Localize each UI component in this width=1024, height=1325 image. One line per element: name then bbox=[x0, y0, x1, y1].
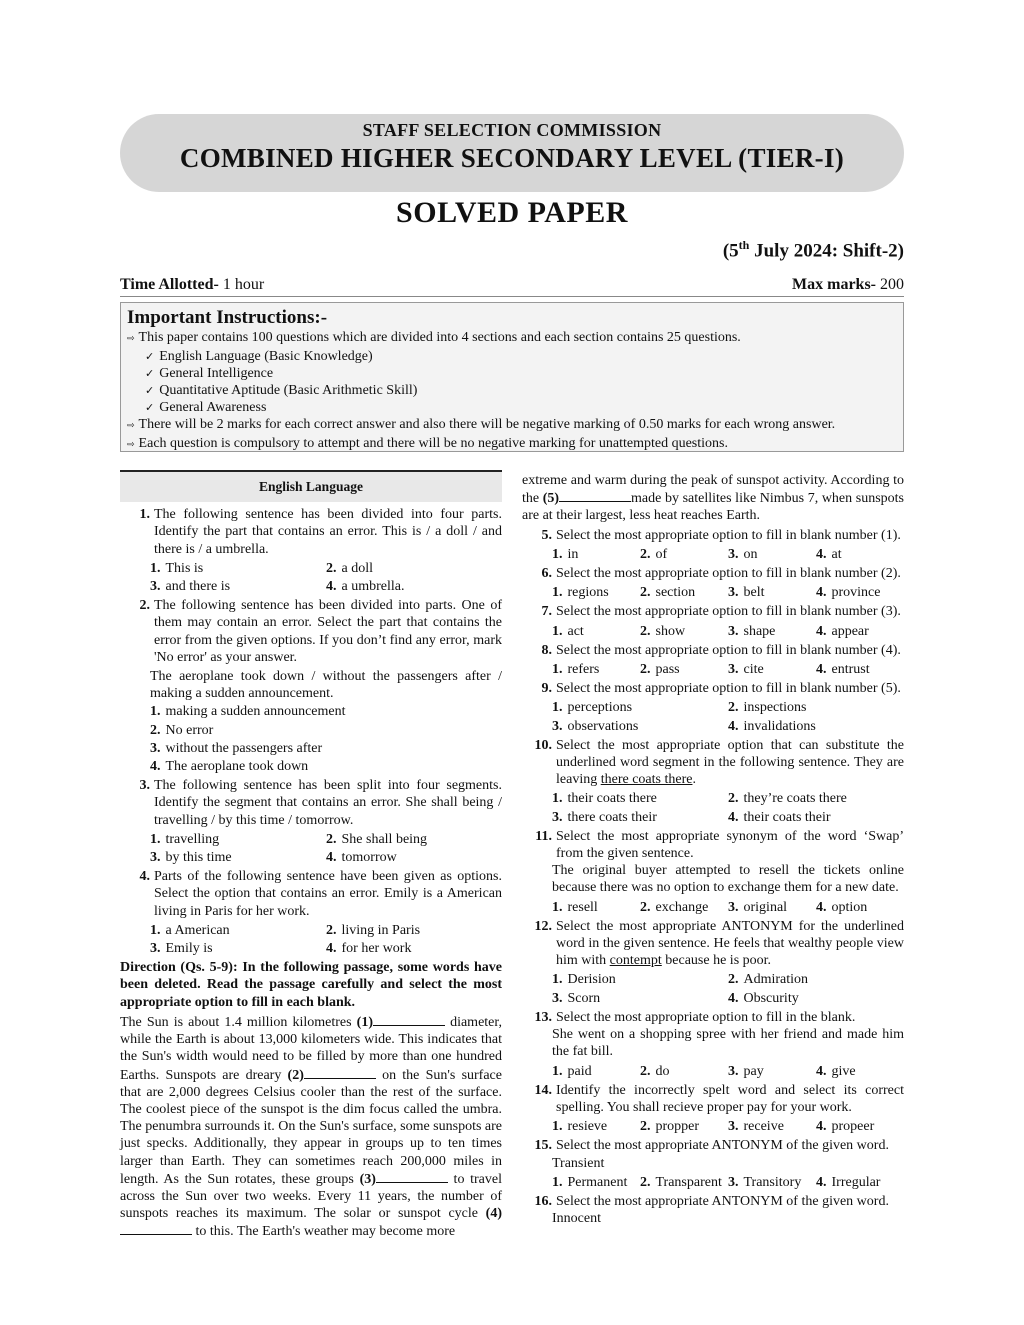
option: 1. paid bbox=[552, 1063, 592, 1079]
option: 2. pass bbox=[640, 662, 680, 678]
option: 4. The aeroplane took down bbox=[150, 759, 309, 775]
option: 3. without the passengers after bbox=[150, 740, 323, 756]
option: 2. section bbox=[640, 585, 696, 601]
option: 4. at bbox=[816, 546, 842, 562]
option: 2. Admiration bbox=[728, 972, 809, 988]
question-8: 8. Select the most appropriate option to fill in blank number (4). bbox=[541, 642, 901, 658]
options bbox=[552, 623, 904, 640]
option: 2. propper bbox=[640, 1119, 700, 1135]
option: 3. there coats their bbox=[552, 809, 657, 825]
option: 2. do bbox=[640, 1063, 670, 1079]
options bbox=[552, 971, 904, 1006]
option: 3. Scorn bbox=[552, 990, 601, 1006]
section-item: ✓ English Language (Basic Knowledge) bbox=[145, 349, 373, 364]
question-16: 16. Select the most appropriate ANTONYM of the given word. bbox=[534, 1193, 889, 1209]
option: 1. their coats there bbox=[552, 791, 657, 807]
question-sentence: The original buyer attempted to resell the tickets online because there was no option to exchange them for a new date. bbox=[552, 863, 904, 896]
options bbox=[552, 546, 904, 563]
option: 4. province bbox=[816, 585, 881, 601]
question-14: 14. Identify the incorrectly spelt word and select its correct spelling. You shall recieve proper pay for your work. bbox=[534, 1082, 904, 1115]
option: 1. resell bbox=[552, 899, 598, 915]
section-item: ✓ General Awareness bbox=[145, 400, 267, 415]
right-column bbox=[522, 470, 904, 1227]
options bbox=[552, 584, 904, 601]
instruction-line: ⇨ This paper contains 100 questions which are divided into 4 sections and each section contains 25 questions. bbox=[127, 330, 741, 345]
option: 3. on bbox=[728, 546, 758, 562]
direction-text: Direction (Qs. 5-9): In the following passage, some words have been deleted. Read the passage carefully and select the most appropriate option to fill in each blank. bbox=[120, 960, 502, 1010]
exam-title: COMBINED HIGHER SECONDARY LEVEL (TIER-I) bbox=[179, 143, 845, 173]
question-2-sentence: The aeroplane took down / without the passengers after / making a sudden announcement. bbox=[150, 669, 502, 702]
options bbox=[552, 1174, 904, 1191]
option: 3. belt bbox=[728, 585, 765, 601]
option: 1. regions bbox=[552, 585, 609, 601]
question-15: 15. Select the most appropriate ANTONYM of the given word. bbox=[534, 1138, 889, 1154]
question-9: 9. Select the most appropriate option to fill in blank number (5). bbox=[541, 681, 901, 697]
blank-line bbox=[304, 1066, 376, 1079]
arrow-icon: ⇨ bbox=[127, 421, 135, 431]
option: 1. making a sudden announcement bbox=[150, 704, 346, 720]
left-column bbox=[120, 470, 502, 1241]
option: 2. inspections bbox=[728, 700, 807, 716]
option: 2. Transparent bbox=[640, 1174, 722, 1190]
question-2: 2. The following sentence has been divided into parts. One of them may contain an error. Select the part that contains the error from the given options. If you don’t find any error, mark 'No error' as your answer. bbox=[139, 598, 502, 665]
option: 4. give bbox=[816, 1063, 856, 1079]
option: 1. in bbox=[552, 546, 579, 562]
option: 4. appear bbox=[816, 623, 869, 639]
passage-continued: extreme and warm during the peak of sunspot activity. According to the (5) made by satellites like Nimbus 7, when sunspots are at their largest, less heat reaches Earth. bbox=[522, 473, 904, 524]
blank-line bbox=[559, 489, 631, 502]
option: 1. act bbox=[552, 623, 584, 639]
time-allotted: Time Allotted- 1 hour bbox=[120, 276, 265, 293]
option: 4. their coats their bbox=[728, 809, 831, 825]
question-sentence: Innocent bbox=[552, 1211, 601, 1227]
section-item: ✓ Quantitative Aptitude (Basic Arithmetic Skill) bbox=[145, 383, 418, 398]
question-10: 10. Select the most appropriate option that can substitute the underlined word segment in the following sentence. They are leaving there coats there. bbox=[534, 737, 904, 788]
question-1: 1. The following sentence has been divided into four parts. Identify the part that contains an error. This is / a doll / and there is / a umbrella. bbox=[139, 507, 502, 557]
question-4: 4. Parts of the following sentence have been given as options. Select the option that contains an error. Emily is a American living in Paris for her work. bbox=[139, 869, 502, 919]
arrow-icon: ⇨ bbox=[127, 334, 135, 344]
instructions-box bbox=[120, 302, 904, 452]
check-icon: ✓ bbox=[145, 384, 155, 397]
option: 3. pay bbox=[728, 1063, 764, 1079]
instructions-heading: Important Instructions:- bbox=[127, 307, 328, 328]
option: 2. show bbox=[640, 623, 686, 639]
instruction-line: ⇨ There will be 2 marks for each correct answer and also there will be negative marking of 0.50 marks for each wrong answer. bbox=[127, 417, 836, 432]
arrow-icon: ⇨ bbox=[127, 440, 135, 450]
blank-line bbox=[120, 1222, 192, 1235]
question-6: 6. Select the most appropriate option to fill in blank number (2). bbox=[541, 566, 901, 582]
question-11: 11. Select the most appropriate synonym of the word ‘Swap’ from the given sentence. bbox=[535, 828, 904, 862]
max-marks: Max marks- 200 bbox=[792, 276, 904, 293]
option: 4. Obscurity bbox=[728, 990, 799, 1006]
option: 3. receive bbox=[728, 1119, 784, 1135]
option: 4. option bbox=[816, 899, 868, 915]
question-13: 13. Select the most appropriate option to fill in the blank. bbox=[534, 1009, 856, 1025]
options bbox=[552, 661, 904, 678]
question-12: 12. Select the most appropriate ANTONYM for the underlined word in the given sentence. He feels that wealthy people view him with contempt because he is poor. bbox=[534, 918, 904, 969]
option: 4. propeer bbox=[816, 1119, 875, 1135]
option: 2. No error bbox=[150, 722, 214, 738]
option: 3. cite bbox=[728, 662, 764, 678]
option: 1. resieve bbox=[552, 1119, 608, 1135]
option: 4. Irregular bbox=[816, 1174, 881, 1190]
question-3: 3. The following sentence has been split into four segments. Identify the segment that contains an error. She shall being / travelling / by this time / tomorrow. bbox=[139, 778, 502, 828]
check-icon: ✓ bbox=[145, 401, 155, 414]
option: 4. entrust bbox=[816, 662, 870, 678]
question-7: 7. Select the most appropriate option to fill in blank number (3). bbox=[541, 604, 901, 620]
option: 1. refers bbox=[552, 662, 600, 678]
exam-date: (5th July 2024: Shift-2) bbox=[722, 238, 904, 262]
time-marks-bar bbox=[120, 274, 904, 297]
option: 1. Derision bbox=[552, 972, 616, 988]
options bbox=[552, 1063, 904, 1080]
options-q3: 1. travelling 2. She shall being 3. by this time 4. tomorrow bbox=[150, 831, 428, 866]
option: 3. observations bbox=[552, 718, 639, 734]
check-icon: ✓ bbox=[145, 350, 155, 363]
option: 1. perceptions bbox=[552, 700, 633, 716]
section-heading: English Language bbox=[120, 470, 502, 502]
passage: The Sun is about 1.4 million kilometres (1) diameter, while the Earth is about 13,000 kilometers wide. This indicates that the Sun's width would need to be filled by more than one hundred Earths. Sunspots are dreary (2) on the Sun's surface that are 2,000 degrees Celsius cooler than the rest of the surface. The coolest piece of the sunspot is the dim focus called the umbra. The penumbra surrounds it. On the Sun's surface, some sunspots are just specks. Additionally, they appear in groups up to ten times larger than Earth. They can sometimes reach 200,000 miles in length. As the Sun rotates, these groups (3) to travel across the Sun over two weeks. Every 11 years, the number of sunspots reaches its maximum. The solar or sunspot cycle (4) to this. The Earth's weather may become more bbox=[120, 1014, 503, 1240]
options-q1: 1. This is 2. a doll 3. and there is 4. a umbrella. bbox=[150, 560, 405, 595]
option: 2. they’re coats there bbox=[728, 791, 847, 807]
blank-line bbox=[376, 1170, 448, 1183]
options bbox=[552, 1118, 904, 1135]
org-name: STAFF SELECTION COMMISSION bbox=[362, 120, 662, 140]
header-banner bbox=[120, 114, 904, 192]
page-title: SOLVED PAPER bbox=[396, 196, 628, 229]
question-5: 5. Select the most appropriate option to fill in blank number (1). bbox=[541, 527, 901, 543]
option: 1. Permanent bbox=[552, 1174, 628, 1190]
blank-line bbox=[373, 1013, 445, 1026]
question-sentence: Transient bbox=[552, 1155, 605, 1171]
option: 3. Transitory bbox=[728, 1174, 802, 1190]
option: 2. of bbox=[640, 546, 668, 562]
check-icon: ✓ bbox=[145, 367, 155, 380]
option: 3. original bbox=[728, 899, 788, 915]
option: 3. shape bbox=[728, 623, 776, 639]
section-item: ✓ General Intelligence bbox=[145, 366, 274, 381]
options bbox=[552, 790, 904, 825]
question-sentence: She went on a shopping spree with her friend and made him the fat bill. bbox=[552, 1027, 904, 1060]
options bbox=[552, 699, 904, 734]
instruction-line: ⇨ Each question is compulsory to attempt and there will be no negative marking for unattempted questions. bbox=[127, 436, 728, 451]
options bbox=[552, 899, 904, 916]
options-q4: 1. a American 2. living in Paris 3. Emily is 4. for her work bbox=[150, 922, 421, 957]
option: 4. invalidations bbox=[728, 718, 816, 734]
option: 2. exchange bbox=[640, 899, 709, 915]
